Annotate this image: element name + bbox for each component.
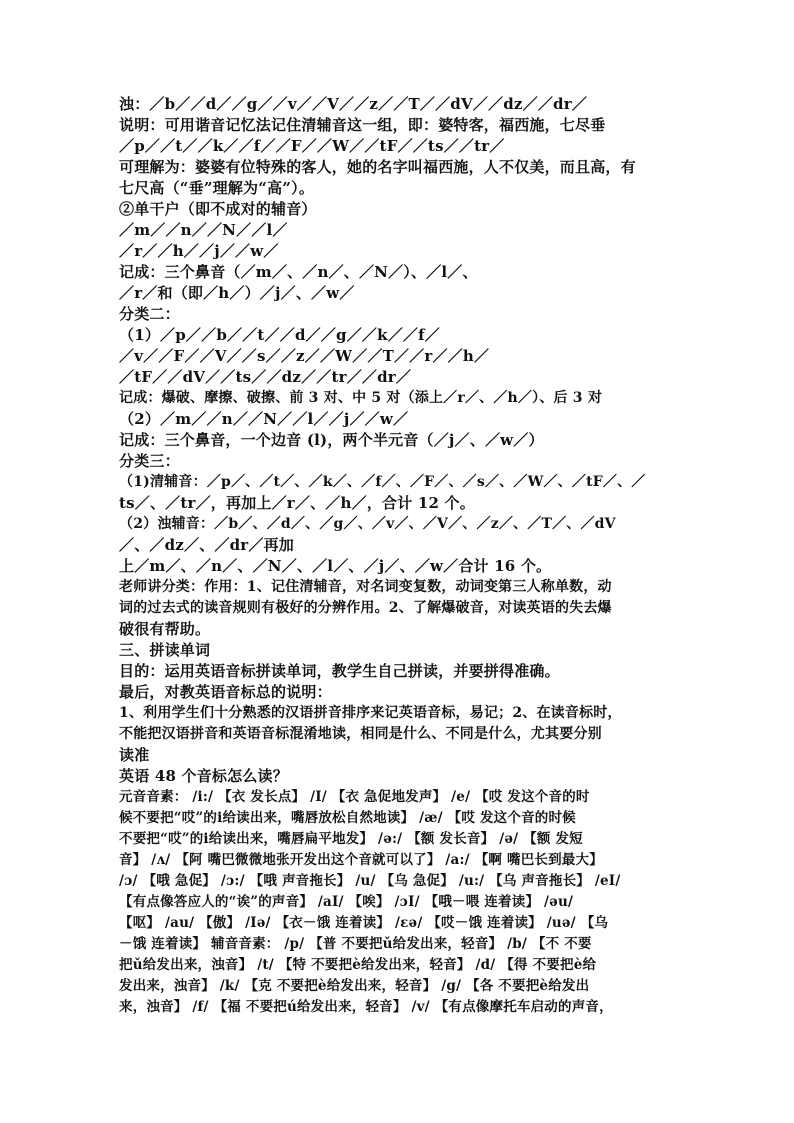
text-line: 最后，对教英语音标总的说明： [119,683,332,701]
phonetic-line: ／tF／／dV／／ts／／dz／／tr／／dr／ [119,368,412,386]
text-line: 记成：三个鼻音，一个边音 (l)，两个半元音（／j／、／w／） [119,431,544,449]
text-line: ts／、／tr／，再加上／r／、／h／，合计 12 个。 [119,494,475,512]
text-line: 发出来，浊音】 /k/ 【克 不要把è给发出来，轻音】 /g/ 【各 不要把è给发出 [119,978,590,994]
text-line: 破很有帮助。 [119,620,211,638]
text-line: 不能把汉语拼音和英语音标混淆地读，相同是什么、不同是什么，尤其要分别 [119,726,602,742]
text-line: 词的过去式的读音规则有极好的分辨作用。2、了解爆破音，对读英语的失去爆 [119,600,612,616]
voiced-consonants-line: 浊：／b／／d／／g／／v／／V／／z／／T／／dV／／dz／／dr／ [119,95,588,113]
phonetic-line: （2）／m／／n／／N／／l／／j／／w／ [119,410,409,428]
text-line: 读准 [119,746,150,764]
phonetic-line: ／p／／t／／k／／f／／F／／W／／tF／／ts／／tr／ [119,137,505,155]
section-heading: 英语 48 个音标怎么读？ [119,767,288,785]
document-page [119,94,705,1018]
text-line: /ɔ/ 【哦 急促】 /ɔ:/ 【哦 声音拖长】 /u/ 【乌 急促】 /u:/ 【乌 声音拖长】 /eI/ [119,873,621,889]
text-line: ／、／dz／、／dr／再加 [119,536,294,554]
phonetic-line: ／v／／F／／V／／s／／z／／W／／T／／r／／h／ [119,347,490,365]
phonetic-line: ／r／／h／／j／／w／ [119,242,279,260]
text-line: 目的：运用英语音标拼读单词，教学生自己拼读，并要拼得准确。 [119,662,560,680]
text-line: 【呕】 /au/ 【傲】 /Iə/ 【衣－饿 连着读】 /ɛə/ 【哎－饿 连着读】 /uə/ 【乌 [119,915,609,931]
text-line: （1)清辅音：／p／、／t／、／k／、／f／、／F／、／s／、／W／、／tF／、／ [119,474,646,490]
text-line: 老师讲分类：作用：1、记住清辅音，对名词变复数，动词变第三人称单数，动 [119,579,612,595]
text-line: 七尺高（“垂”理解为“高”）。 [119,179,315,197]
text-line: 上／m／、／n／、／N／、／l／、／j／、／w／合计 16 个。 [119,557,552,575]
section-heading: 三、拼读单词 [119,641,211,659]
text-line: 来，浊音】 /f/ 【福 不要把ú给发出来，轻音】 /v/ 【有点像摩托车启动的声音， [119,999,613,1015]
text-line: 音】 /ʌ/ 【阿 嘴巴微微地张开发出这个音就可以了】 /a:/ 【啊 嘴巴长到最大】 [119,852,603,868]
text-line: －饿 连着读】 辅音音素： /p/ 【普 不要把ǔ给发出来，轻音】 /b/ 【不 不要 [119,936,592,952]
text-line: 候不要把“哎”的i给读出来，嘴唇放松自然地读】 /æ/ 【哎 发这个音的时候 [119,810,576,826]
text-line: （2）浊辅音：／b／、／d／、／g／、／v／、／V／、／z／、／T／、／dV [119,516,616,532]
section-heading: 分类二： [119,305,180,323]
text-line: 把ǔ给发出来，浊音】 /t/ 【特 不要把è给发出来，轻音】 /d/ 【得 不要把è给 [119,957,597,973]
phonetic-line: （1）／p／／b／／t／／d／／g／／k／／f／ [119,326,440,344]
text-line: 说明：可用谐音记忆法记住清辅音这一组，即：婆特客，福西施，七尽垂 [119,116,606,134]
section-heading: ②单干户（即不成对的辅音） [119,200,317,218]
text-line: 记成：爆破、摩擦、破擦、前 3 对、中 5 对（添上／r／、／h／）、后 3 对 [119,390,603,406]
text-line: ／r／和（即／h／）／j／、／w／ [119,284,355,302]
text-line: 【有点像答应人的“诶”的声音】 /aI/ 【唉】 /ɔI/ 【哦－喂 连着读】 /əu/ [119,894,574,910]
phonetic-line: ／m／／n／／N／／l／ [119,221,288,239]
section-heading: 分类三： [119,452,180,470]
text-line: 元音音素： /i:/ 【衣 发长点】 /I/ 【衣 急促地发声】 /e/ 【哎 发这个音的时 [119,789,590,805]
text-line: 记成：三个鼻音（／m／、／n／、／N／）、／l／、 [119,263,478,281]
text-line: 不要把“哎”的i给读出来，嘴唇扁平地发】 /ə:/ 【额 发长音】 /ə/ 【额 发短 [119,831,583,847]
text-line: 可理解为：婆婆有位特殊的客人，她的名字叫福西施，人不仅美，而且高，有 [119,158,636,176]
text-line: 1、利用学生们十分熟悉的汉语拼音排序来记英语音标，易记；2、在读音标时， [119,705,622,721]
